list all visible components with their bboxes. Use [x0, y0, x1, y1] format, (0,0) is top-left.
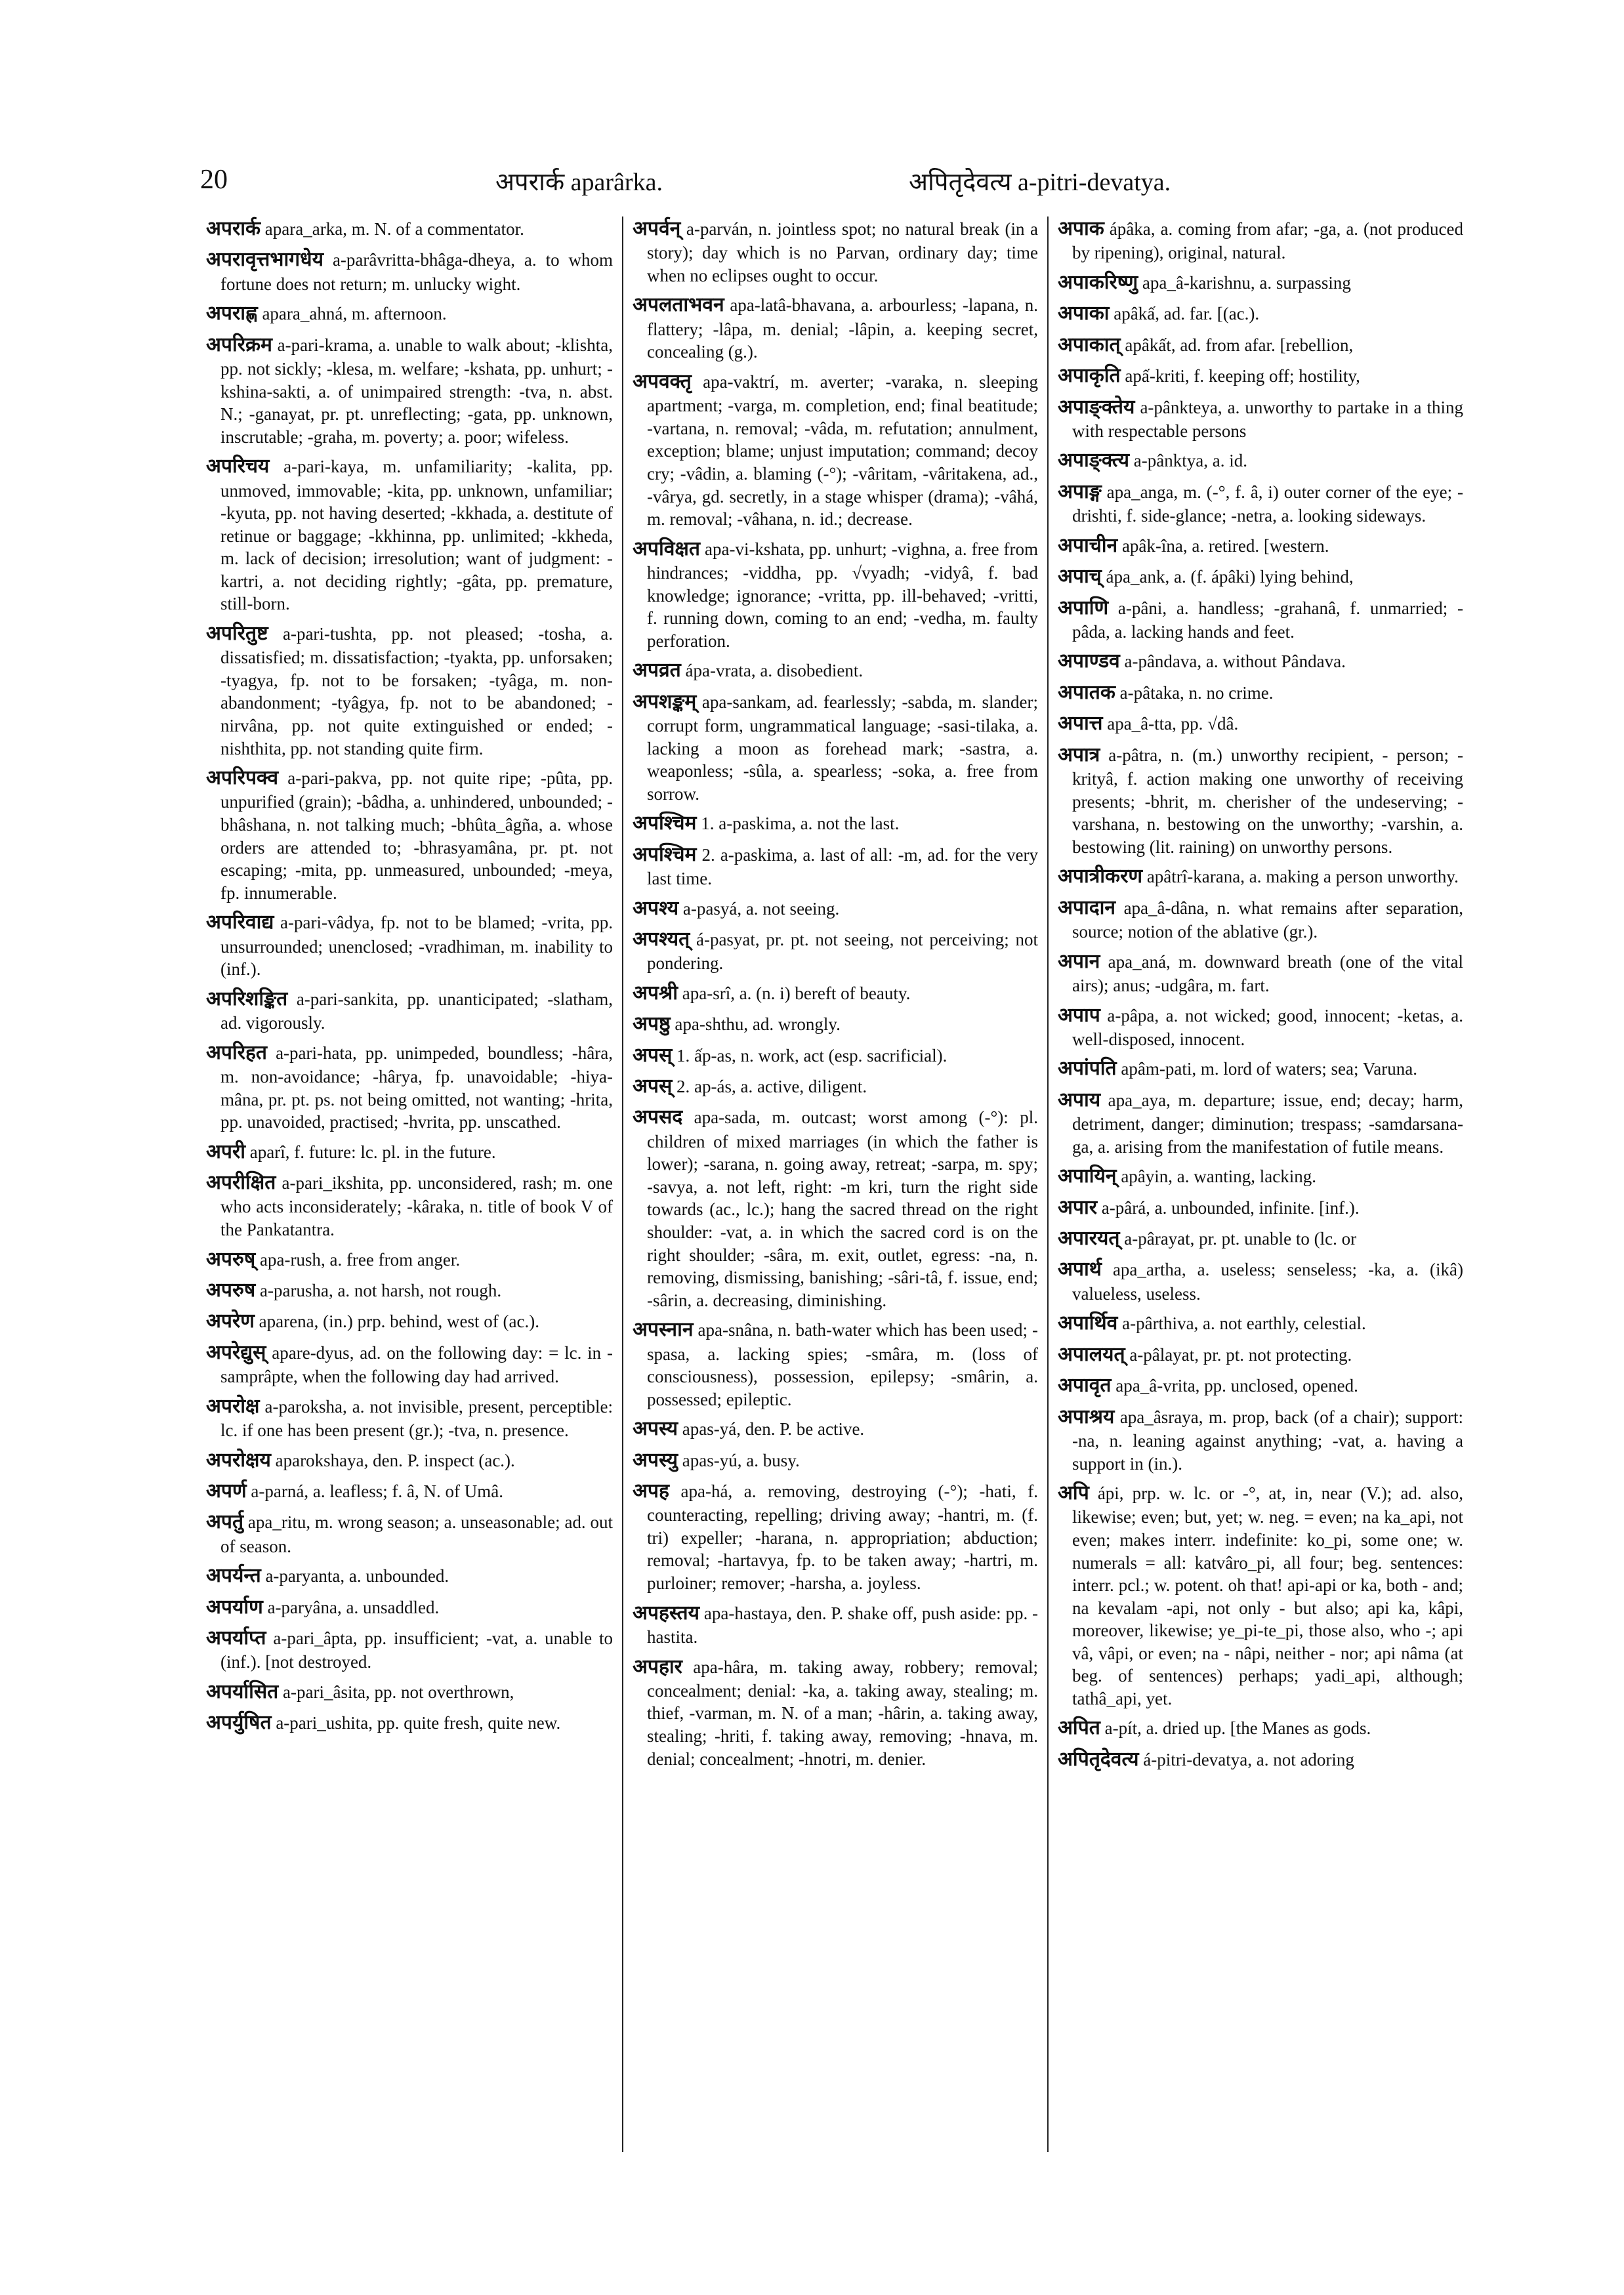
dictionary-entry: [633, 1074, 1038, 1099]
dictionary-entry: [633, 1655, 1038, 1771]
entry-headword: अपरार्क: [206, 217, 261, 240]
dictionary-entry: [633, 690, 1038, 806]
dictionary-entry: [206, 766, 613, 904]
dictionary-entry: [206, 1340, 613, 1388]
dictionary-columns: [197, 217, 1496, 2152]
entry-headword: अपि: [1058, 1481, 1089, 1505]
entry-definition: 2. ap-ás, a. active, diligent.: [677, 1077, 867, 1097]
entry-definition: apa_â-vrita, pp. unclosed, opened.: [1115, 1376, 1358, 1396]
entry-headword: अपाकृति: [1058, 364, 1121, 388]
dictionary-entry: [1058, 1195, 1463, 1220]
entry-definition: a-pâtra, n. (m.) unworthy recipient, - person; -krityâ, f. action making one unworthy of receiving presents; -bhrit, m. cherisher of the undeserving; -varshana, n. bestowing on the unworthy; -varshin, a. bestowing (lit. raining) on unworthy persons.: [1072, 745, 1463, 857]
dictionary-entry: [1058, 1088, 1463, 1158]
dictionary-entry: [633, 658, 1038, 683]
dictionary-entry: [206, 333, 613, 449]
entry-definition: apa_âsraya, m. prop, back (of a chair); support: -na, n. leaning against anything; -vat, a. having a support in (in.).: [1072, 1407, 1463, 1474]
entry-headword: अपायिन्: [1058, 1165, 1117, 1188]
entry-headword: अपस्यु: [633, 1448, 678, 1472]
entry-headword: अपार्थिव: [1058, 1312, 1118, 1335]
entry-headword: अपर्ण: [206, 1479, 247, 1502]
entry-headword: अपष्ठु: [633, 1012, 671, 1036]
dictionary-entry: [1058, 363, 1463, 388]
entry-headword: अपारयत्: [1058, 1227, 1120, 1251]
entry-definition: apa-vi-kshata, pp. unhurt; -vighna, a. free from hindrances; -viddha, pp. √vyadh; -vidyâ, f. bad knowledge; ignorance; -vritta, pp. ill-behaved; -vritti, f. running down, coming to an end; -vedha, m. faulty perforation.: [647, 539, 1038, 651]
entry-definition: ápa_ank, a. (f. ápâki) lying behind,: [1106, 567, 1354, 587]
entry-headword: अपश्य: [633, 896, 679, 920]
page-number: 20: [200, 165, 228, 195]
entry-definition: apâyin, a. wanting, lacking.: [1121, 1167, 1316, 1187]
entry-headword: अपाण्डव: [1058, 650, 1120, 673]
dictionary-entry: [633, 981, 1038, 1006]
entry-definition: a-pari-tushta, pp. not pleased; -tosha, a. dissatisfied; m. dissatisfaction; -tyakta, pp. unforsaken; -tyagya, fp. not to be forsaken; -tyâga, m. non-abandonment; -tyâgya, fp. not to be abandoned; -nirvâna, pp. not quite extinguished or ended; -nishthita, pp. not standing quite firm.: [220, 623, 614, 758]
entry-definition: apas-yú, a. busy.: [682, 1450, 800, 1470]
dictionary-entry: [633, 369, 1038, 531]
dictionary-entry: [206, 1041, 613, 1134]
entry-headword: अपह: [633, 1479, 669, 1502]
entry-definition: 1. a-paskima, a. not the last.: [701, 814, 900, 834]
dictionary-entry: [1058, 1226, 1463, 1251]
entry-headword: अपराह्ण: [206, 302, 258, 325]
entry-headword: अपाङ्ग: [1058, 480, 1102, 503]
entry-definition: apara_ahná, m. afternoon.: [262, 304, 447, 324]
entry-definition: aparena, (in.) prp. behind, west of (ac.).: [259, 1312, 539, 1332]
dictionary-entry: [206, 1595, 613, 1620]
entry-definition: apa-srî, a. (n. i) bereft of beauty.: [682, 983, 911, 1003]
dictionary-entry: [206, 1170, 613, 1241]
entry-headword: अपश्री: [633, 981, 678, 1004]
entry-headword: अपात्रीकरण: [1058, 865, 1143, 888]
entry-definition: a-pândava, a. without Pândava.: [1124, 651, 1346, 672]
entry-definition: apa_ritu, m. wrong season; a. unseasonable; ad. out of season.: [220, 1512, 614, 1556]
dictionary-entry: [1058, 448, 1463, 473]
entry-definition: a-pari-pakva, pp. not quite ripe; -pûta, pp. unpurified (grain); -bâdha, a. unhindered, unbounded; -bhâshana, n. not talking much; -bhûta_âgña, a. whose orders are attended to; -bhrasyamâna, pr. pt. not escaping; -mita, pp. unmeasured, unbounded; -meya, fp. innumerable.: [220, 768, 613, 903]
dictionary-entry: [1058, 1257, 1463, 1305]
dictionary-entry: [1058, 301, 1463, 326]
entry-headword: अपावृत: [1058, 1374, 1112, 1397]
entry-definition: a-parusha, a. not harsh, not rough.: [260, 1280, 502, 1300]
column-3: [1047, 217, 1472, 2152]
dictionary-entry: [1058, 333, 1463, 358]
dictionary-entry: [1058, 1373, 1463, 1398]
dictionary-entry: [633, 1012, 1038, 1037]
entry-definition: ápi, prp. w. lc. or -°, at, in, near (V.); ad. also, likewise; even; but, yet; w. neg. = even; na ka_api, not even; makes interr. indefinite: ko_pi, some one; w. numerals = all: katvâro_pi, all four; beg. sentences: interr. pcl.; w. potent. oh that! api-api or ka, both - and; na kevalam -api, not only - but also; api ka, kâpi, moreover, likewise; ye_pi-te_pi, those also, who -; api vâ, vâpi, or even; na - nâpi, neither - nor; api nâma (at beg. of sentences) perhaps; yadi_api, although; tathâ_api, yet.: [1072, 1483, 1463, 1708]
entry-definition: apa_artha, a. useless; senseless; -ka, a. (ikâ) valueless, useless.: [1072, 1260, 1463, 1304]
dictionary-entry: [1058, 1056, 1463, 1081]
dictionary-entry: [1058, 1311, 1463, 1336]
entry-headword: अपहस्तय: [633, 1601, 700, 1624]
dictionary-entry: [633, 293, 1038, 363]
entry-headword: अपाचीन: [1058, 533, 1118, 557]
entry-headword: अपालयत्: [1058, 1342, 1125, 1366]
dictionary-entry: [633, 1317, 1038, 1411]
entry-headword: अपर्यासित: [206, 1680, 279, 1704]
entry-definition: apare-dyus, ad. on the following day: = lc. in -samprâpte, when the following day had arrived.: [220, 1342, 613, 1387]
dictionary-entry: [206, 1394, 613, 1442]
entry-definition: apâk-îna, a. retired. [western.: [1121, 535, 1329, 556]
entry-definition: apa_aná, m. downward breath (one of the vital airs); anus; -udgâra, m. fart.: [1072, 951, 1464, 995]
entry-headword: अपर्तु: [206, 1510, 244, 1534]
entry-headword: अपरिशङ्कित: [206, 987, 288, 1010]
entry-headword: अपाकात्: [1058, 333, 1121, 356]
entry-definition: apa-há, a. removing, destroying (-°); -hati, f. counteracting, repelling; driving away; -hantri, m. (f. tri) expeller; -harana, n. appropriation; abduction; removal; -hartavya, fp. to be taken away; -hartri, m. purloiner; remover; -harsha, a. joyless.: [647, 1481, 1038, 1594]
entry-headword: अपश्चिम: [633, 842, 697, 866]
entry-definition: a-pari-vâdya, fp. not to be blamed; -vrita, pp. unsurrounded; unenclosed; -vradhiman, m. inability to (inf.).: [220, 913, 613, 980]
dictionary-entry: [633, 1043, 1038, 1068]
dictionary-entry: [206, 1710, 613, 1735]
dictionary-entry: [633, 842, 1038, 890]
entry-headword: अपांपति: [1058, 1057, 1117, 1081]
dictionary-entry: [206, 217, 613, 241]
entry-headword: अपरुष: [206, 1278, 256, 1302]
entry-headword: अपात्र: [1058, 743, 1100, 766]
entry-definition: a-paryanta, a. unbounded.: [265, 1566, 449, 1586]
entry-definition: apa_â-tta, pp. √dâ.: [1107, 714, 1239, 734]
entry-definition: apa-sankam, ad. fearlessly; -sabda, m. slander; corrupt form, ungrammatical language; -sasi-tilaka, a. lacking a moon as forehead mark; -sastra, a. weaponless; -sûla, a. spearless; -soka, a. free from sorrow.: [647, 692, 1039, 804]
entry-headword: अपर्युषित: [206, 1711, 272, 1735]
dictionary-entry: [206, 1563, 613, 1588]
dictionary-entry: [633, 217, 1038, 287]
entry-headword: अपादान: [1058, 896, 1116, 919]
entry-headword: अपरेद्युस्: [206, 1340, 266, 1364]
dictionary-entry: [1058, 395, 1463, 443]
column-2: [622, 217, 1047, 2152]
entry-headword: अपान: [1058, 949, 1100, 973]
dictionary-entry: [1058, 270, 1463, 295]
dictionary-entry: [206, 621, 613, 760]
entry-definition: apa-vaktrí, m. averter; -varaka, n. sleeping apartment; -varga, m. completion, end; final beatitude; -vartana, n. removal; -vâda, m. refutation; annulment, exception; blame; unjust imputation; command; decoy cry; -vâdin, a. blaming (-°); -vâritam, -vâritakena, ad., -vârya, gd. secretly, in a stage whisper (drama); -vâhá, m. removal; -vâhana, n. id.; decrease.: [647, 371, 1038, 529]
dictionary-entry: [1058, 1003, 1463, 1051]
dictionary-entry: [633, 1416, 1038, 1441]
entry-headword: अपार्थ: [1058, 1258, 1102, 1281]
entry-headword: अपाणि: [1058, 596, 1109, 619]
header-first-entry: अपरार्क aparârka.: [495, 169, 663, 196]
entry-definition: a-parván, n. jointless spot; no natural break (in a story); day which is no Parvan, ordinary day; time when no eclipses ought to occur.: [647, 219, 1038, 285]
entry-definition: a-pâtaka, n. no crime.: [1119, 682, 1274, 703]
dictionary-entry: [633, 927, 1038, 975]
entry-definition: apâtrî-karana, a. making a person unworthy.: [1146, 867, 1459, 887]
entry-definition: apa-sada, m. outcast; worst among (-°): pl. children of mixed marriages (in which the father is lower); -sarana, n. going away, retreat; -sarpa, m. spy; -savya, a. not left, right: -m kri, turn the right side towards (ac., lc.); hang the sacred thread on the right shoulder: -vat, a. in which the sacred cord is on the right shoulder; -sâra, m. exit, outlet, egress: -na, n. removing, dismissing, banishing; -sâri-tâ, f. issue, end; -sârin, a. decreasing, diminishing.: [647, 1107, 1038, 1310]
entry-headword: अपरिक्रम: [206, 333, 272, 356]
entry-headword: अपशङ्कम्: [633, 690, 697, 713]
dictionary-entry: [633, 537, 1038, 653]
entry-headword: अपार: [1058, 1195, 1097, 1219]
entry-headword: अपरेण: [206, 1310, 255, 1333]
entry-definition: a-paroksha, a. not invisible, present, perceptible: lc. if one has been present (gr.); -tva, n. presence.: [220, 1396, 614, 1441]
entry-definition: aparî, f. future: lc. pl. in the future.: [249, 1142, 496, 1162]
entry-definition: apas-yá, den. P. be active.: [682, 1419, 865, 1439]
dictionary-entry: [1058, 596, 1463, 644]
entry-headword: अपर्याण: [206, 1595, 263, 1619]
header-last-entry: अपितृदेवत्य a-pitri-devatya.: [909, 169, 1171, 196]
entry-headword: अपवक्तृ: [633, 369, 692, 393]
column-1: [197, 217, 622, 2152]
dictionary-entry: [633, 1105, 1038, 1312]
entry-definition: a-pâni, a. handless; -grahanâ, f. unmarried; -pâda, a. lacking hands and feet.: [1072, 598, 1463, 642]
entry-definition: a-pari_âpta, pp. insufficient; -vat, a. unable to (inf.). [not destroyed.: [220, 1628, 613, 1672]
entry-headword: अपितृदेवत्य: [1058, 1747, 1139, 1771]
dictionary-entry: [206, 910, 613, 980]
entry-headword: अपरिवाद्य: [206, 911, 274, 934]
entry-definition: a-pârá, a. unbounded, infinite. [inf.).: [1101, 1197, 1360, 1218]
dictionary-entry: [1058, 1481, 1463, 1710]
dictionary-entry: [206, 1680, 613, 1705]
entry-definition: apa_aya, m. departure; issue, end; decay; harm, detriment, danger; diminution; trespass; -samdarsana-ga, a. arising from the manifestation of futile means.: [1072, 1090, 1463, 1157]
entry-headword: अपरावृत्तभागधेय: [206, 248, 324, 272]
entry-definition: á-pitri-devatya, a. not adoring: [1143, 1749, 1354, 1769]
entry-definition: apa-hastaya, den. P. shake off, push aside: pp. -hastita.: [647, 1603, 1038, 1647]
dictionary-entry: [633, 1479, 1038, 1595]
dictionary-entry: [206, 454, 613, 615]
dictionary-entry: [206, 1448, 613, 1473]
entry-headword: अपर्यन्त: [206, 1564, 261, 1588]
entry-definition: a-pari-hata, pp. unimpeded, boundless; -hâra, m. non-avoidance; -hârya, fp. unavoidable; -hiya-mâna, pr. pt. ps. not being omitted, not wanting; -hrita, pp. unavoided, practised; -hvrita, pp. unscathed.: [220, 1043, 613, 1132]
dictionary-entry: [206, 301, 613, 326]
entry-definition: apa_anga, m. (-°, f. â, i) outer corner of the eye; -drishti, f. side-glance; -netra, a. looking sideways.: [1072, 482, 1463, 526]
entry-definition: a-pari-kaya, m. unfamiliarity; -kalita, pp. unmoved, immovable; -kita, pp. unknown, unfamiliar; -kyuta, pp. not having deserted; -kkhada, a. destitute of retinue or baggage; -kkhinna, pp. unlimited; -kkheda, m. lack of decision; irresolution; want of judgment: -kartri, a. not deciding rightly; -gâta, pp. premature, still-born.: [220, 457, 613, 614]
entry-definition: a-pânkteya, a. unworthy to partake in a thing with respectable persons: [1072, 397, 1463, 441]
entry-headword: अपर्याप्त: [206, 1626, 266, 1650]
entry-definition: a-pâpa, a. not wicked; good, innocent; -ketas, a. well-disposed, innocent.: [1072, 1005, 1464, 1049]
entry-definition: apa-snâna, n. bath-water which has been used; -spasa, a. lacking spies; -smâra, m. (loss of consciousness), possession, epilepsy; -smârin, a. possessed; epileptic.: [647, 1320, 1039, 1409]
entry-headword: अपाश्रय: [1058, 1405, 1115, 1428]
entry-headword: अपर्वन्: [633, 217, 681, 240]
entry-definition: 1. ấp-as, n. work, act (esp. sacrificial).: [677, 1045, 947, 1065]
dictionary-entry: [1058, 1164, 1463, 1189]
entry-headword: अपरितुष्ट: [206, 621, 268, 645]
dictionary-entry: [206, 1247, 613, 1272]
entry-definition: a-pari_ikshita, pp. unconsidered, rash; m. one who acts inconsiderately; -kâraka, n. title of book V of the Pankatantra.: [220, 1173, 613, 1239]
entry-headword: अपरिहत: [206, 1041, 268, 1064]
dictionary-entry: [1058, 864, 1463, 889]
entry-definition: a-parâvritta-bhâga-dheya, a. to whom fortune does not return; m. unlucky wight.: [220, 250, 613, 294]
entry-headword: अपस्: [633, 1075, 673, 1098]
dictionary-entry: [206, 987, 613, 1035]
entry-definition: ápâka, a. coming from afar; -ga, a. (not produced by ripening), original, natural.: [1072, 219, 1463, 263]
dictionary-entry: [633, 1448, 1038, 1473]
entry-definition: apâkất, ad. from afar. [rebellion,: [1125, 335, 1354, 355]
entry-headword: अपाक: [1058, 217, 1104, 240]
dictionary-entry: [1058, 533, 1463, 558]
dictionary-entry: [633, 1601, 1038, 1649]
entry-definition: apa-rush, a. free from anger.: [260, 1249, 461, 1270]
dictionary-entry: [1058, 711, 1463, 736]
entry-definition: a-pít, a. dried up. [the Manes as gods.: [1104, 1718, 1371, 1739]
dictionary-entry: [206, 1309, 613, 1334]
entry-headword: अपाका: [1058, 302, 1110, 325]
dictionary-entry: [1058, 1405, 1463, 1475]
entry-headword: अपव्रत: [633, 659, 681, 682]
entry-headword: अपहार: [633, 1655, 682, 1678]
dictionary-entry: [1058, 896, 1463, 943]
dictionary-entry: [1058, 564, 1463, 589]
entry-definition: a-pari_ushita, pp. quite fresh, quite new.: [276, 1713, 561, 1733]
entry-headword: अपाकरिष्णु: [1058, 270, 1138, 294]
entry-definition: apấ-kriti, f. keeping off; hostility,: [1125, 366, 1360, 386]
entry-definition: a-pari_âsita, pp. not overthrown,: [283, 1682, 514, 1703]
entry-definition: a-pârthiva, a. not earthly, celestial.: [1122, 1313, 1366, 1334]
entry-headword: अपाङ्क्तेय: [1058, 395, 1135, 419]
entry-definition: a-pânktya, a. id.: [1133, 451, 1247, 471]
entry-headword: अपस्: [633, 1043, 673, 1067]
dictionary-entry: [633, 811, 1038, 836]
entry-definition: a-pari-sankita, pp. unanticipated; -slatham, ad. vigorously.: [220, 989, 614, 1033]
entry-headword: अपरीक्षित: [206, 1171, 276, 1195]
dictionary-entry: [1058, 949, 1463, 997]
entry-definition: apa-shthu, ad. wrongly.: [675, 1014, 841, 1035]
entry-definition: apa-hâra, m. taking away, robbery; removal; concealment; denial: -ka, a. taking away, stealing; m. thief, -varman, m. N. of a man; -hârin, a. taking away, stealing; -hriti, f. taking away, removing; -hnava, m. denial; concealment; -hnotri, m. denier.: [647, 1657, 1038, 1769]
entry-definition: apa_â-dâna, n. what remains after separation, source; notion of the ablative (gr.).: [1072, 898, 1463, 942]
dictionary-entry: [206, 1140, 613, 1165]
entry-definition: aparokshaya, den. P. inspect (ac.).: [275, 1450, 515, 1470]
entry-headword: अपस्य: [633, 1417, 678, 1441]
entry-definition: apâkấ, ad. far. [(ac.).: [1114, 304, 1260, 324]
dictionary-entry: [633, 896, 1038, 921]
entry-headword: अपातक: [1058, 680, 1115, 704]
entry-definition: apâm-pati, m. lord of waters; sea; Varuna.: [1121, 1059, 1417, 1079]
dictionary-entry: [1058, 480, 1463, 527]
entry-headword: अपित: [1058, 1716, 1100, 1740]
dictionary-entry: [1058, 217, 1463, 264]
entry-headword: अपसद: [633, 1106, 683, 1129]
dictionary-entry: [1058, 680, 1463, 705]
running-header: [200, 164, 1430, 210]
dictionary-entry: [1058, 649, 1463, 674]
entry-headword: अपरोक्षय: [206, 1448, 271, 1472]
dictionary-entry: [1058, 1342, 1463, 1367]
entry-headword: अपलताभवन: [633, 293, 724, 317]
entry-definition: apa_â-karishnu, a. surpassing: [1142, 272, 1351, 293]
entry-headword: अपात्त: [1058, 712, 1103, 735]
entry-definition: á-pasyat, pr. pt. not seeing, not perceiving; not pondering.: [647, 929, 1039, 974]
entry-headword: अपाप: [1058, 1003, 1100, 1027]
entry-definition: a-pasyá, a. not seeing.: [682, 898, 840, 919]
entry-definition: a-pari-krama, a. unable to walk about; -klishta, pp. not sickly; -klesa, m. welfare; -kshata, pp. unhurt; -kshina-sakti, a. of unimpaired strength: -tva, n. abst. N.; -ganayat, pr. pt. unreflecting; -gata, pp. unknown, inscrutable; -graha, m. poverty; a. poor; wifeless.: [220, 335, 613, 447]
entry-definition: a-pâlayat, pr. pt. not protecting.: [1129, 1344, 1352, 1365]
entry-headword: अपरोक्ष: [206, 1394, 260, 1418]
entry-headword: अपरिपक्व: [206, 766, 279, 790]
entry-headword: अपश्चिम: [633, 812, 697, 835]
dictionary-entry: [206, 1626, 613, 1674]
dictionary-entry: [206, 1510, 613, 1558]
entry-definition: apara_arka, m. N. of a commentator.: [264, 219, 524, 239]
entry-headword: अपाङ्क्त्य: [1058, 449, 1130, 472]
entry-headword: अपरुष्: [206, 1247, 256, 1271]
dictionary-entry: [1058, 1716, 1463, 1741]
dictionary-entry: [1058, 1747, 1463, 1772]
entry-definition: a-parná, a. leafless; f. â, N. of Umâ.: [251, 1481, 503, 1501]
dictionary-entry: [206, 1479, 613, 1504]
entry-headword: अपश्यत्: [633, 927, 690, 951]
entry-definition: apa-latâ-bhavana, a. arbourless; -lapana, n. flattery; -lâpa, m. denial; -lâpin, a. keeping secret, concealing (g.).: [647, 295, 1038, 362]
entry-headword: अपरी: [206, 1140, 245, 1163]
entry-definition: ápa-vrata, a. disobedient.: [685, 661, 864, 681]
dictionary-entry: [206, 1278, 613, 1303]
entry-headword: अपाच्: [1058, 565, 1102, 589]
entry-headword: अपस्नान: [633, 1318, 694, 1342]
entry-headword: अपाय: [1058, 1088, 1101, 1111]
dictionary-entry: [1058, 743, 1463, 859]
entry-definition: 2. a-paskima, a. last of all: -m, ad. for the very last time.: [647, 844, 1038, 888]
entry-headword: अपरिचय: [206, 455, 270, 478]
entry-headword: अपविक्षत: [633, 537, 701, 560]
dictionary-entry: [206, 247, 613, 295]
entry-definition: a-paryâna, a. unsaddled.: [267, 1597, 440, 1617]
entry-definition: a-pârayat, pr. pt. unable to (lc. or: [1124, 1229, 1357, 1249]
